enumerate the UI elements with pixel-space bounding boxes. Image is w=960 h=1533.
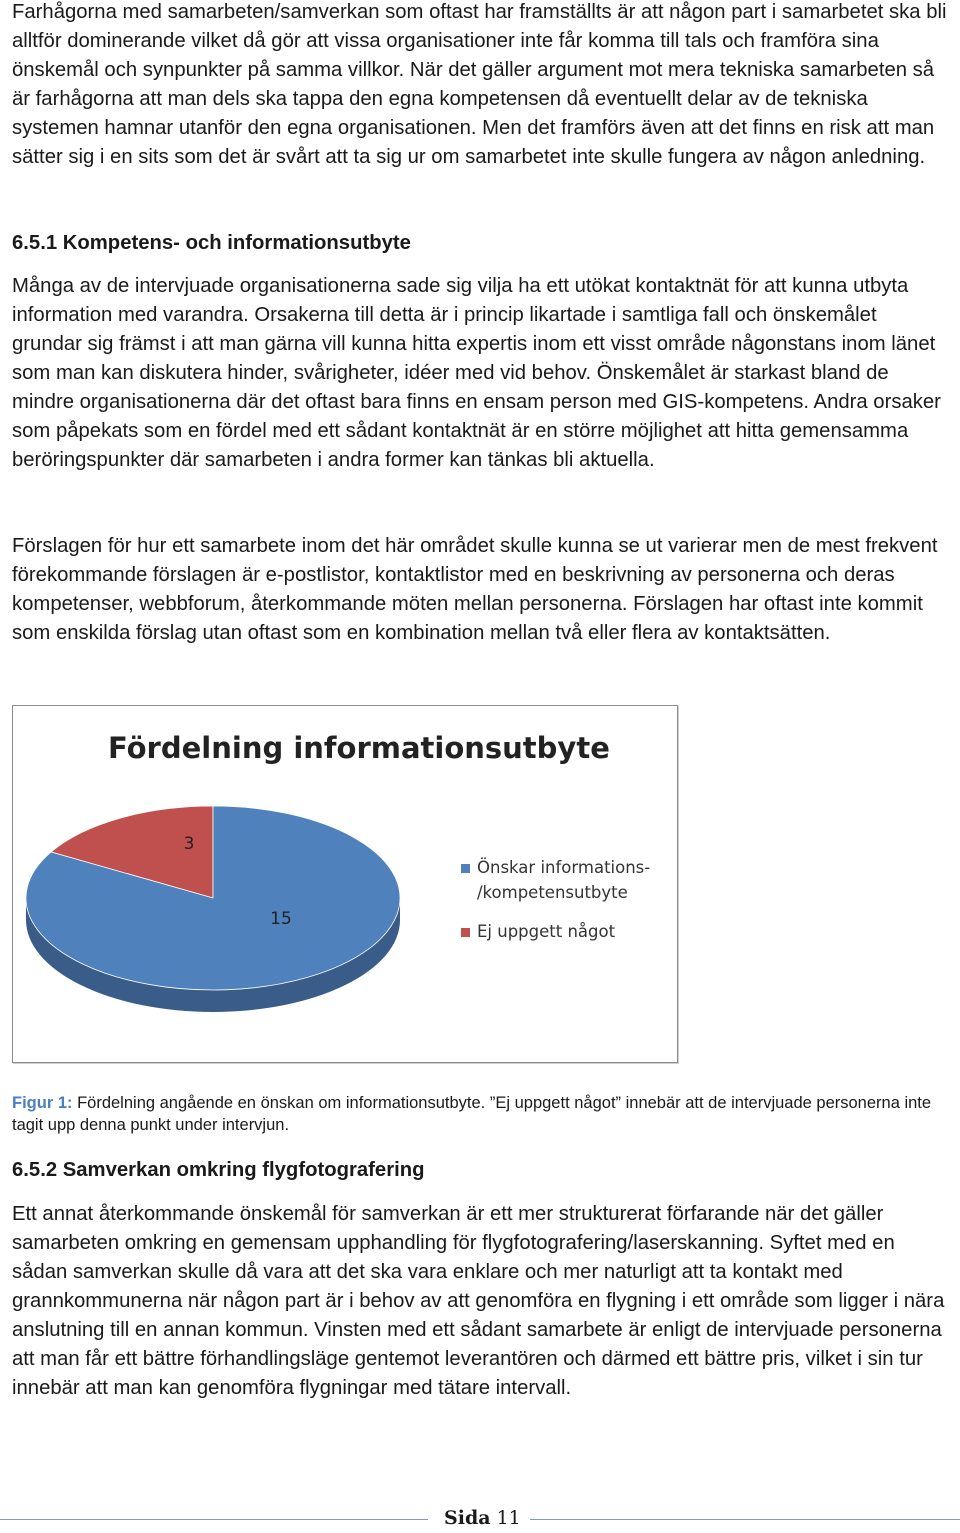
paragraph-competence-exchange: Många av de intervjuade organisationerna sade sig vilja ha ett utökat kontaktnät för att kunna utbyta information med varandra. Orsakerna till detta är i princip likartade i samtliga fall och önskemålet grundar sig främst i att man gärna vill kunna hitta expertis inom ett visst område någonstans inom länet som man kan diskutera hinder, svårigheter, idéer med vid behov. Önskemålet är starkast bland de mindre organisationerna där det oftast bara finns en ensam person med GIS-kompetens. Andra orsaker som påpekats som en fördel med ett sådant kontaktnät är en större möjlighet att hitta gemensamma beröringspunkter där samarbeten i andra former kan tänkas bli aktuella.	[12, 275, 941, 471]
page-number	[444, 1507, 521, 1529]
figure-label: Figur 1:	[12, 1094, 73, 1112]
page-footer	[0, 1505, 960, 1533]
data-label-onskar: 15	[270, 909, 292, 929]
legend-label-1-0: Ej uppgett något	[477, 922, 616, 941]
section-heading-6-5-1: 6.5.1 Kompetens- och informationsutbyte	[12, 232, 411, 254]
paragraph-aerial-photography: Ett annat återkommande önskemål för samverkan är ett mer strukturerat förfarande när det gäller samarbeten omkring en gemensam upphandling för flygfotografering/laserskanning. Syftet med en sådan samverkan skulle då vara att det ska vara enklare och mer naturligt att ta kontakt med grannkommunerna när någon part är i behov av att genomföra en flygning i ett område som ligger i nära anslutning till en annan kommun. Vinsten med ett sådant samarbete är enligt de intervjuade personerna att man får ett bättre förhandlingsläge gentemot leverantören och därmed ett bättre pris, vilket i sin tur innebär att man kan genomföra flygningar med tätare intervall.	[12, 1203, 945, 1399]
page-label: Sida	[444, 1507, 491, 1529]
legend-swatch-ej-uppgett	[461, 928, 470, 937]
pie-chart	[13, 706, 677, 1062]
figure-caption-text: Fördelning angående en önskan om informationsutbyte. ”Ej uppgett något” innebär att de intervjuade personerna inte tagit upp denna punkt under intervjun.	[12, 1094, 932, 1134]
footer-rule-left	[0, 1519, 428, 1520]
legend-label-0-1: /kompetensutbyte	[477, 883, 628, 902]
chart-title: Fördelning informationsutbyte	[108, 731, 610, 765]
legend-label-0-0: Önskar informations-	[477, 858, 651, 877]
legend-swatch-onskar	[461, 864, 470, 873]
section-heading-6-5-2: 6.5.2 Samverkan omkring flygfotografering	[12, 1159, 425, 1181]
paragraph-proposals: Förslagen för hur ett samarbete inom det här området skulle kunna se ut varierar men de mest frekvent förekommande förslagen är e-postlistor, kontaktlistor med en beskrivning av personerna och deras kompetenser, webbforum, återkommande möten mellan personerna. Förslagen har oftast inte kommit som enskilda förslag utan oftast som en kombination mellan två eller flera av kontaktsätten.	[12, 535, 938, 644]
paragraph-intro: Farhågorna med samarbeten/samverkan som oftast har framställts är att någon part i samarbetet ska bli alltför dominerande vilket då gör att vissa organisationer inte får komma till tals och framföra sina önskemål och synpunkter på samma villkor. När det gäller argument mot mera tekniska samarbeten så är farhågorna att man dels ska tappa den egna kompetensen då eventuellt delar av de tekniska systemen hamnar utanför den egna organisationen. Men det framförs även att det finns en risk att man sätter sig i en sits som det är svårt att ta sig ur om samarbetet inte skulle fungera av någon anledning.	[12, 1, 947, 168]
data-label-ej-uppgett: 3	[183, 834, 195, 854]
footer-rule-right	[530, 1519, 960, 1520]
figure-caption	[12, 1092, 942, 1136]
page-number-value: 11	[496, 1507, 521, 1529]
pie-chart-figure	[12, 705, 678, 1063]
